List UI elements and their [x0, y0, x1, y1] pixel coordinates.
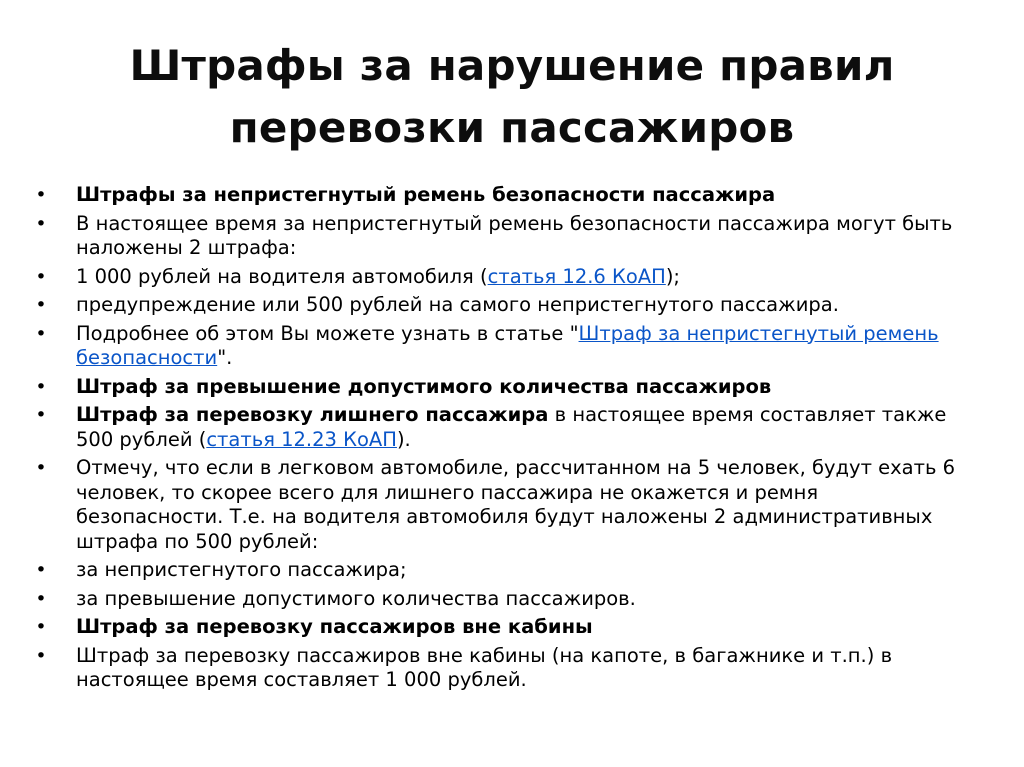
- item-text: в настоящее время составляет также: [548, 403, 947, 426]
- item-text-line: Отмечу, что если в легковом автомобиле, рассчитанном на 5 человек, будут ехать 6: [76, 456, 956, 479]
- list-item: [34, 375, 1004, 400]
- item-text: ".: [217, 346, 233, 369]
- bullet-list: [34, 183, 1004, 697]
- bullet-icon: •: [35, 616, 47, 638]
- list-item: [34, 212, 1004, 261]
- item-text-line: наложены 2 штрафа:: [76, 236, 297, 259]
- item-text: за непристегнутого пассажира;: [76, 558, 407, 581]
- item-text: предупреждение или 500 рублей на самого непристегнутого пассажира.: [76, 293, 839, 316]
- bullet-icon: •: [35, 559, 47, 581]
- bullet-icon: •: [35, 404, 47, 426]
- item-text-line: настоящее время составляет 1 000 рублей.: [76, 668, 527, 691]
- bullet-icon: •: [35, 587, 47, 610]
- item-text: ).: [396, 427, 411, 451]
- item-text: 1 000 рублей на водителя автомобиля (: [76, 264, 488, 288]
- link-seatbelt-article-part1[interactable]: Штраф за непристегнутый ремень: [578, 321, 939, 345]
- link-article-12-23[interactable]: статья 12.23 КоАП: [206, 427, 397, 451]
- list-item: [34, 183, 1004, 208]
- item-text-line: штрафа по 500 рублей:: [76, 529, 319, 553]
- item-text: 500 рублей (: [76, 427, 207, 451]
- item-bold-text: Штраф за перевозку лишнего пассажира: [76, 403, 549, 426]
- bullet-icon: •: [35, 644, 47, 667]
- slide-title: [0, 35, 1024, 159]
- list-item: [34, 456, 1004, 554]
- list-item: [34, 587, 1004, 612]
- link-seatbelt-article-part2[interactable]: безопасности: [76, 346, 218, 369]
- item-text: );: [665, 264, 681, 288]
- list-item: [34, 615, 1004, 640]
- section-heading-overload: Штраф за превышение допустимого количества пассажиров: [76, 374, 772, 398]
- bullet-icon: •: [35, 294, 47, 316]
- list-item: [34, 403, 1004, 452]
- bullet-icon: •: [35, 457, 47, 479]
- item-text-line: В настоящее время за непристегнутый ремень безопасности пассажира могут быть: [76, 211, 953, 235]
- item-text: за превышение допустимого количества пассажиров.: [76, 586, 636, 610]
- item-text: Подробнее об этом Вы можете узнать в статье ": [76, 321, 579, 345]
- title-line-2: перевозки пассажиров: [229, 103, 795, 152]
- title-line-1: Штрафы за нарушение правил: [129, 41, 895, 90]
- section-heading-outside-cabin: Штраф за перевозку пассажиров вне кабины: [76, 615, 593, 638]
- section-heading-seatbelt: Штрафы за непристегнутый ремень безопасности пассажира: [76, 183, 776, 206]
- list-item: [34, 265, 1004, 290]
- bullet-icon: •: [35, 375, 47, 398]
- bullet-icon: •: [35, 184, 47, 206]
- item-text-line: безопасности. Т.е. на водителя автомобиля будут наложены 2 административных: [76, 505, 933, 528]
- bullet-icon: •: [35, 212, 47, 235]
- bullet-icon: •: [35, 322, 47, 345]
- list-item: [34, 293, 1004, 318]
- list-item: [34, 558, 1004, 583]
- bullet-icon: •: [35, 265, 47, 288]
- list-item: [34, 322, 1004, 371]
- list-item: [34, 644, 1004, 693]
- link-article-12-6[interactable]: статья 12.6 КоАП: [487, 264, 666, 288]
- item-text-line: Штраф за перевозку пассажиров вне кабины (на капоте, в багажнике и т.п.) в: [76, 643, 893, 667]
- item-text-line: человек, то скорее всего для лишнего пассажира не окажется и ремня: [76, 480, 819, 504]
